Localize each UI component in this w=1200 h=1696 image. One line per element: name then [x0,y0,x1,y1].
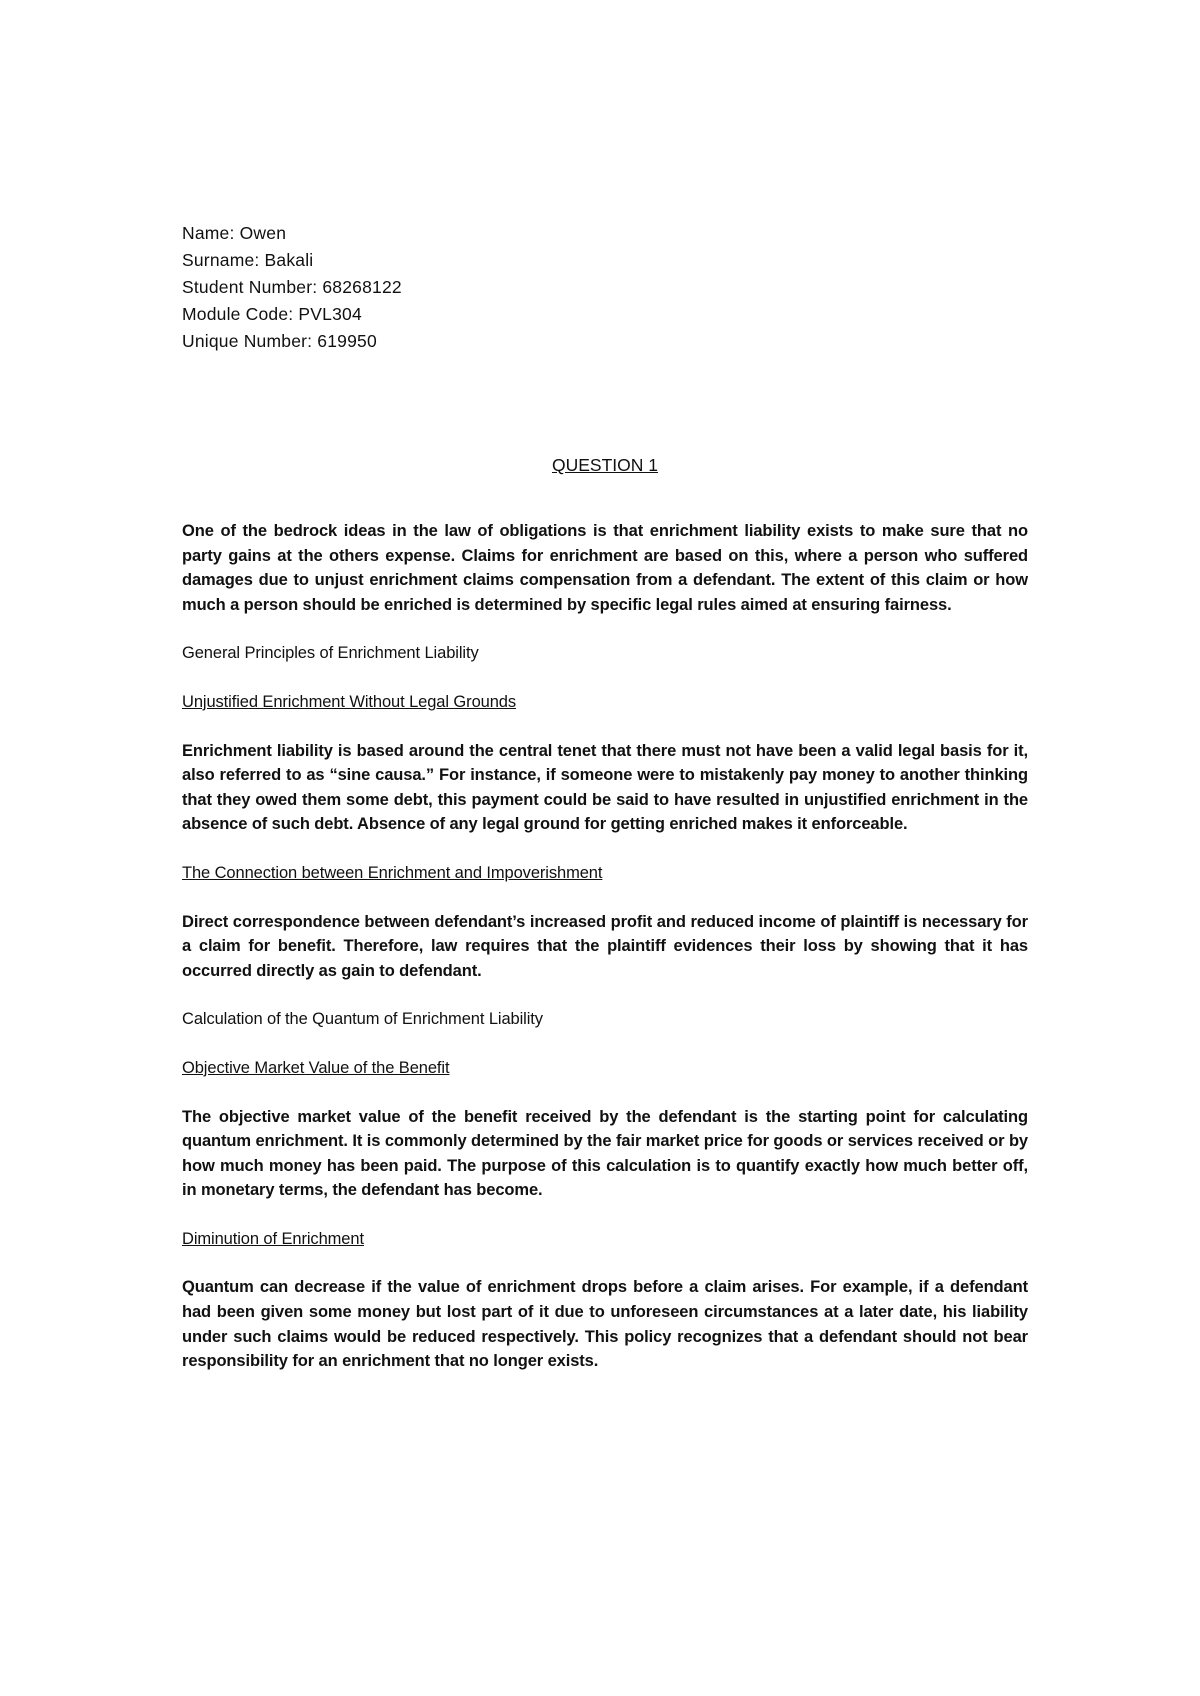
subheading-market-value: Objective Market Value of the Benefit [182,1058,450,1077]
question-title: QUESTION 1 [552,455,658,475]
subheading-connection: The Connection between Enrichment and Impoverishment [182,863,603,882]
paragraph-unjustified-enrichment: Enrichment liability is based around the central tenet that there must not have been a valid legal basis for it, also referred to as “sine causa.” For instance, if someone were to mistakenly pay money to another thinking that they owed them some debt, this payment could be said to have resulted in unjustified enrichment in the absence of such debt. Absence of any legal ground for getting enriched makes it enforceable. [182,741,1028,834]
paragraph-diminution: Quantum can decrease if the value of enrichment drops before a claim arises. For example, if a defendant had been given some money but lost part of it due to unforeseen circumstances at a later date, his liability under such claims would be reduced respectively. This policy recognizes that a defendant should not bear responsibility for an enrichment that no longer exists. [182,1278,1028,1371]
subheading-diminution: Diminution of Enrichment [182,1229,364,1248]
intro-paragraph: One of the bedrock ideas in the law of obligations is that enrichment liability exists to make sure that no party gains at the others expense. Claims for enrichment are based on this, where a person who suffered damages due to unjust enrichment claims compensation from a defendant. The extent of this claim or how much a person should be enriched is determined by specific legal rules aimed at ensuring fairness. [182,522,1028,614]
surname-line: Surname: Bakali [182,250,314,270]
student-number-line: Student Number: 68268122 [182,277,402,297]
name-line: Name: Owen [182,223,287,243]
section-heading-general-principles: General Principles of Enrichment Liability [182,644,479,663]
section-heading-calculation: Calculation of the Quantum of Enrichment Liability [182,1010,543,1029]
paragraph-market-value: The objective market value of the benefit received by the defendant is the starting point for calculating quantum enrichment. It is commonly determined by the fair market price for goods or services received or by how much money has been paid. The purpose of this calculation is to quantify exactly how much better off, in monetary terms, the defendant has become. [182,1107,1028,1200]
module-code-line: Module Code: PVL304 [182,304,362,324]
unique-number-line: Unique Number: 619950 [182,331,377,351]
student-details [182,220,1028,355]
subheading-unjustified-enrichment: Unjustified Enrichment Without Legal Grounds [182,692,517,711]
document-page [182,220,1028,1374]
paragraph-connection: Direct correspondence between defendant’s increased profit and reduced income of plaintiff is necessary for a claim for benefit. Therefore, law requires that the plaintiff evidences their loss by showing that it has occurred directly as gain to defendant. [182,912,1028,980]
